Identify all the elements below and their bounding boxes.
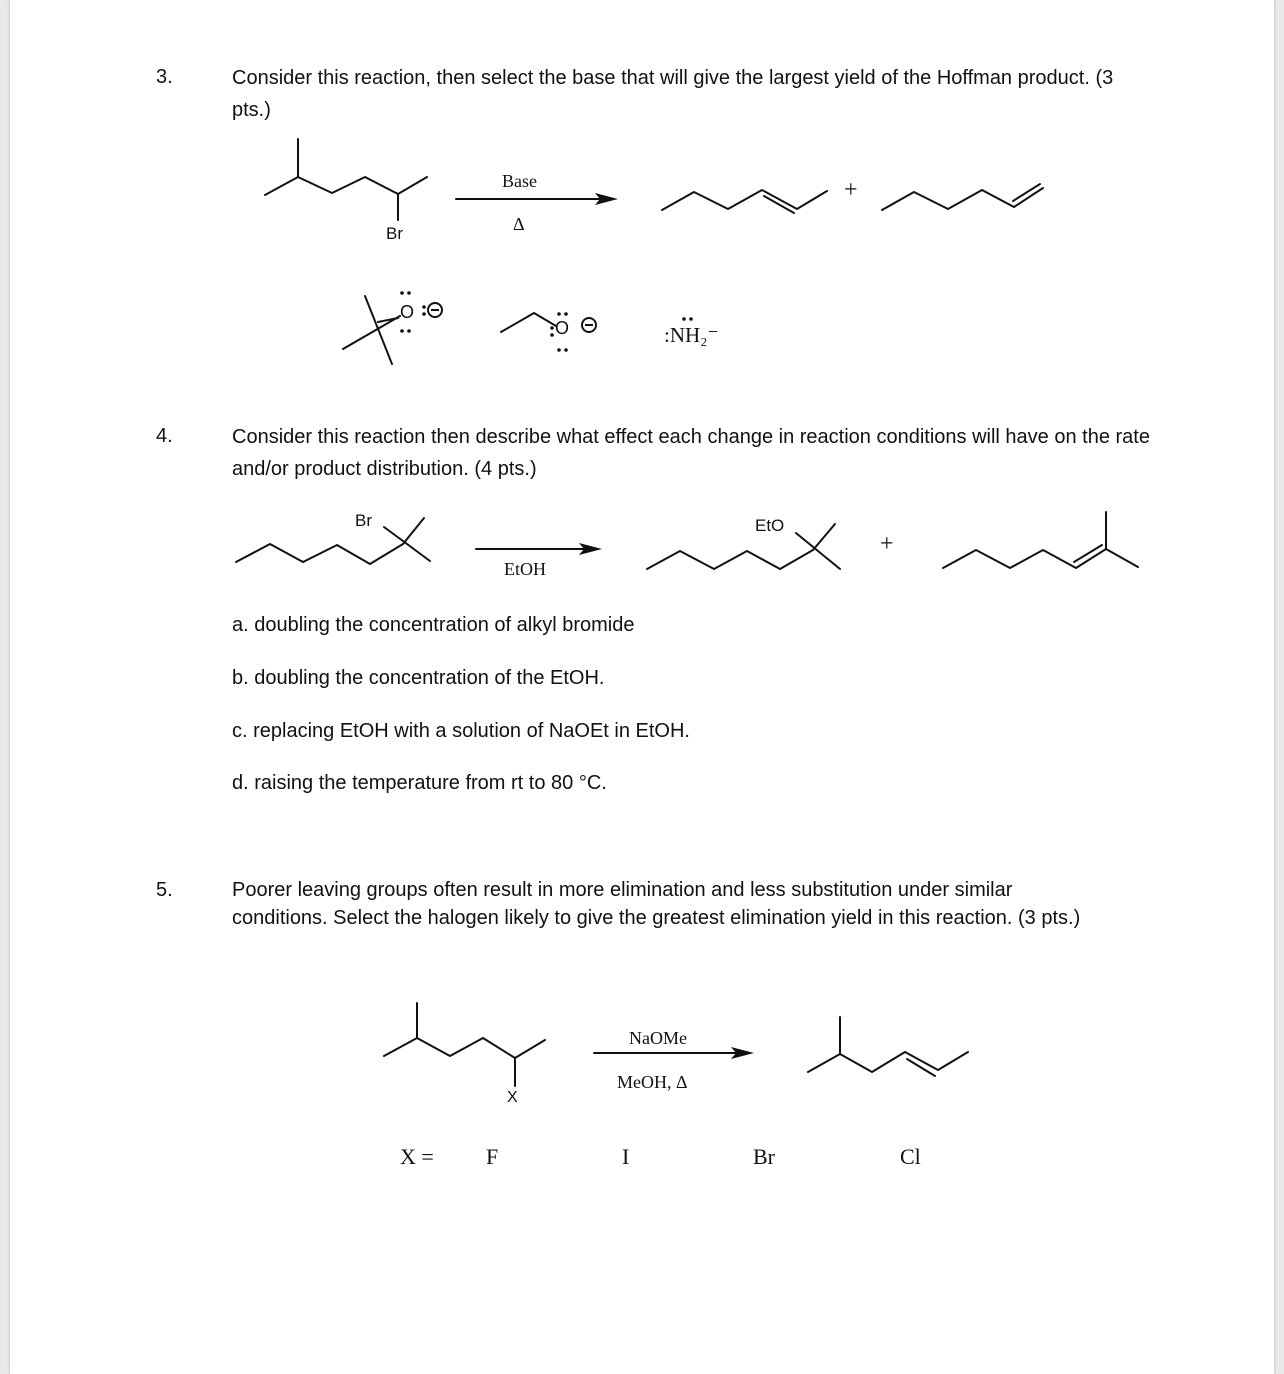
tert-butoxide-bond-a [343,316,400,349]
q5-reactant-x-label: X [507,1089,518,1106]
q4-part-a: a. doubling the concentration of alkyl bromide [232,614,635,636]
q4-ether-skeleton [647,550,813,569]
q3-reagent-heat: Δ [513,214,525,234]
worksheet-page [10,0,1274,1374]
q5-choices-label: X = [400,1144,434,1169]
q5-choice-br[interactable]: Br [753,1144,775,1169]
q5-choice-f[interactable]: F [486,1144,499,1169]
tert-butoxide-lone-pair [400,329,404,333]
amide-option[interactable]: :NH₂⁻ [664,323,719,347]
q5-choice-cl[interactable]: Cl [900,1144,921,1169]
q3-reaction-scheme [10,0,1274,1374]
q3-reagent-base: Base [502,171,537,191]
q4-part-d: d. raising the temperature from rt to 80 °C. [232,772,607,794]
q3-number: 3. [156,66,173,88]
q4-reactant-br-label: Br [355,511,372,530]
q4-reactant-branch-a [384,527,430,561]
tert-butoxide-lone-pair [400,291,404,295]
q3-prompt: Consider this reaction, then select the base that will give the largest yield of the Hoffman product. (3 pts.) [232,67,1114,121]
amide-lone-pair [682,317,686,321]
q3-product-internal-alkene [662,190,827,210]
ethoxide-lone-pair [550,326,554,330]
q3-reactant-skeleton [265,177,427,195]
ethoxide-lone-pair [557,348,561,352]
q5-reagent-naome: NaOMe [629,1028,687,1048]
q4-plus-sign: + [880,531,894,557]
q4-reactant-branch-b [403,518,424,544]
tert-butoxide-lone-pair [422,305,426,309]
q4-prompt: Consider this reaction then describe what effect each change in reaction conditions will have on the rate and/or product distribution. (4 pts.) [232,426,1150,480]
ethoxide-oxygen[interactable]: O [555,318,570,338]
q5-product-skeleton [808,1052,968,1072]
q4-ether-branch-a [796,533,840,569]
q4-number: 4. [156,425,173,447]
ethoxide-skeleton [501,313,556,332]
tert-butoxide-oxygen[interactable]: O [400,302,415,322]
q4-part-b: b. doubling the concentration of the EtOH. [232,667,605,689]
q5-reagent-meoh-heat: MeOH, Δ [617,1072,688,1092]
ethoxide-lone-pair [557,312,561,316]
q3-product-terminal-alkene [882,188,1043,210]
q4-alkene-skeleton [943,549,1138,568]
tert-butoxide-bond-b [365,296,392,364]
q3-plus-sign: + [844,177,858,203]
q4-reagent-etoh: EtOH [504,559,546,579]
q4-part-c: c. replacing EtOH with a solution of NaOEt in EtOH. [232,720,690,742]
q5-reactant-skeleton [384,1038,545,1058]
q5-number: 5. [156,879,173,901]
q3-reactant-br-label: Br [386,224,403,243]
q4-ether-branch-b [813,524,835,550]
q5-prompt: Poorer leaving groups often result in more elimination and less substitution under similar conditions. Select the halogen likely to give the greatest elimination yield in this reaction. (3 pts.) [232,879,1081,929]
q4-reactant-skeleton [236,544,403,564]
q5-choice-i[interactable]: I [622,1144,630,1169]
q4-product-eto-label: EtO [755,516,785,535]
